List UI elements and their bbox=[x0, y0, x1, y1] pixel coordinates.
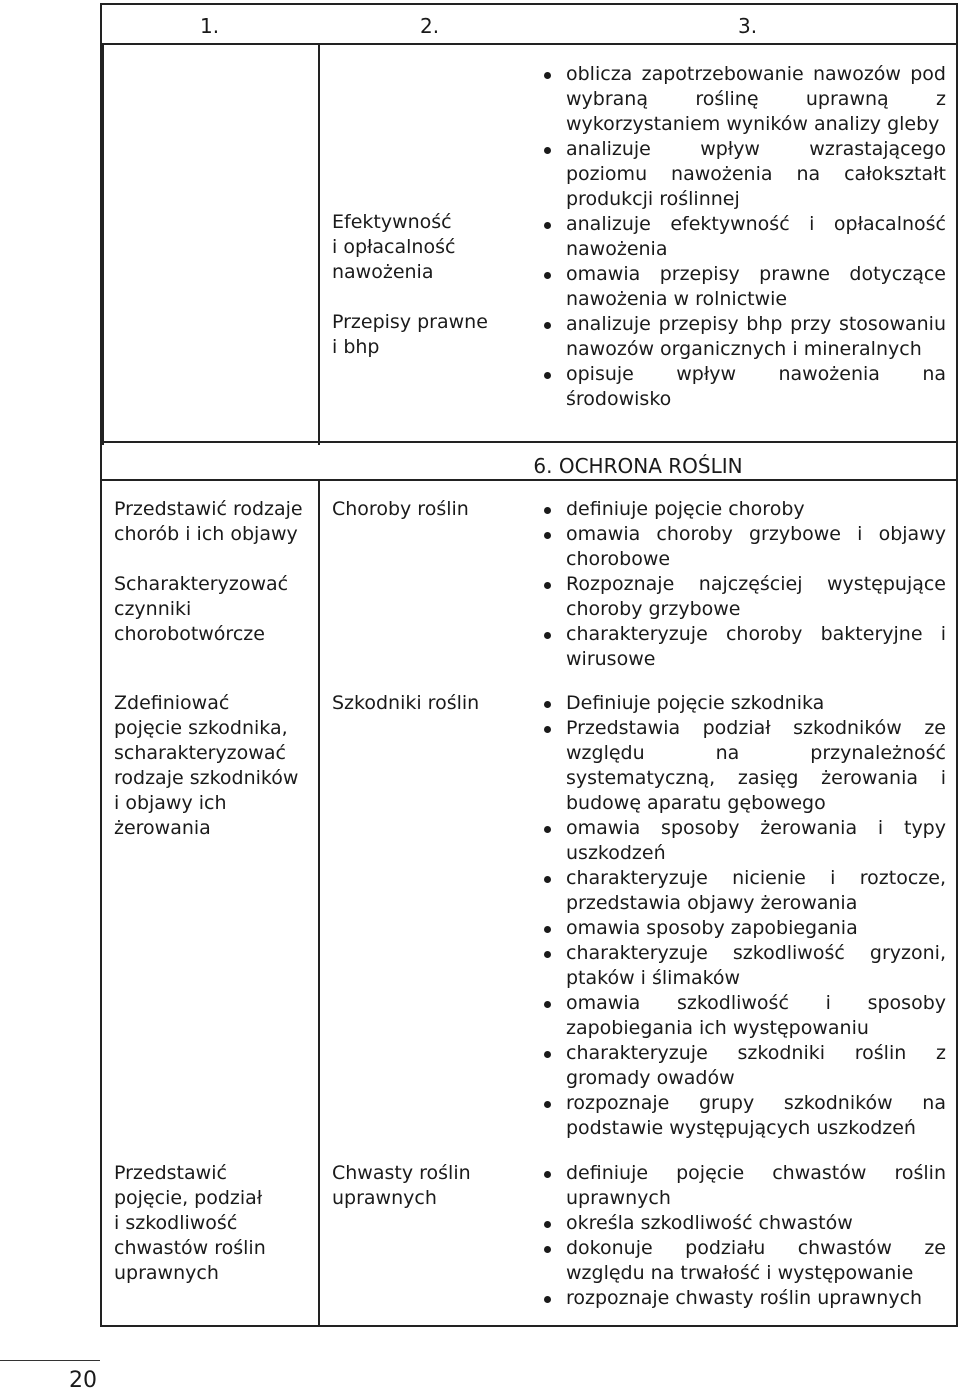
text-line: rodzaje szkodników bbox=[114, 767, 299, 789]
page-number: 20 bbox=[69, 1368, 97, 1393]
list-item: rozpoznaje chwasty roślin uprawnych bbox=[536, 1286, 946, 1311]
list-item: Definiuje pojęcie szkodnika bbox=[536, 691, 946, 716]
top-row-topic-cell bbox=[332, 210, 532, 360]
text-line: chwastów roślin bbox=[114, 1237, 266, 1259]
list-item: Przedstawia podział szkodników ze względu na przynależność systematyczną, zasięg żerowania i budowę aparatu gębowego bbox=[536, 716, 946, 816]
text-line: nawożenia bbox=[332, 261, 434, 283]
text-line: Szkodniki roślin bbox=[332, 692, 480, 714]
list-item: charakteryzuje szkodliwość gryzoni, ptaków i ślimaków bbox=[536, 941, 946, 991]
table-header-row bbox=[102, 5, 956, 45]
list-item: definiuje pojęcie choroby bbox=[536, 497, 946, 522]
row-2-topic-cell bbox=[332, 691, 532, 716]
header-col-2: 2. bbox=[420, 14, 440, 38]
list-item: Rozpoznaje najczęściej występujące choroby grzybowe bbox=[536, 572, 946, 622]
list-item: omawia sposoby zapobiegania bbox=[536, 916, 946, 941]
text-line: i bhp bbox=[332, 336, 380, 358]
text-line: chorób i ich objawy bbox=[114, 523, 298, 545]
list-item: opisuje wpływ nawożenia na środowisko bbox=[536, 362, 946, 412]
list-item: analizuje przepisy bhp przy stosowaniu nawozów organicznych i mineralnych bbox=[536, 312, 946, 362]
row-divider-top-right bbox=[318, 441, 956, 443]
text-line: pojęcie, podział bbox=[114, 1187, 263, 1209]
row-2-outcomes-cell bbox=[536, 691, 946, 1141]
text-line: Zdefiniować bbox=[114, 692, 230, 714]
text-line: Efektywność bbox=[332, 211, 452, 233]
list-item: definiuje pojęcie chwastów roślin uprawnych bbox=[536, 1161, 946, 1211]
row-1-objectives-cell bbox=[114, 497, 310, 647]
list-item: charakteryzuje choroby bakteryjne i wirusowe bbox=[536, 622, 946, 672]
text-line: Przedstawić bbox=[114, 1162, 227, 1184]
row-divider-top-left bbox=[102, 441, 318, 443]
list-item: charakteryzuje nicienie i roztocze, przedstawia objawy żerowania bbox=[536, 866, 946, 916]
list-item: charakteryzuje szkodniki roślin z gromady owadów bbox=[536, 1041, 946, 1091]
row-3-objectives-cell bbox=[114, 1161, 310, 1286]
text-line: Przedstawić rodzaje bbox=[114, 498, 303, 520]
text-line: uprawnych bbox=[332, 1187, 437, 1209]
list-item: rozpoznaje grupy szkodników na podstawie występujących uszkodzeń bbox=[536, 1091, 946, 1141]
text-line: i opłacalność bbox=[332, 236, 456, 258]
row-1-outcomes-cell bbox=[536, 497, 946, 672]
list-item: określa szkodliwość chwastów bbox=[536, 1211, 946, 1236]
list-item: dokonuje podziału chwastów ze względu na trwałość i występowanie bbox=[536, 1236, 946, 1286]
header-col-1: 1. bbox=[200, 14, 220, 38]
row-1-topic-cell bbox=[332, 497, 532, 522]
list-item: omawia choroby grzybowe i objawy chorobowe bbox=[536, 522, 946, 572]
top-row-outcomes-list bbox=[536, 62, 946, 412]
text-line: Przepisy prawne bbox=[332, 311, 488, 333]
text-line: czynniki bbox=[114, 598, 192, 620]
list-item: omawia przepisy prawne dotyczące nawożenia w rolnictwie bbox=[536, 262, 946, 312]
spacer bbox=[114, 547, 310, 572]
top-row-outcomes-cell bbox=[536, 62, 946, 412]
text-line: uprawnych bbox=[114, 1262, 219, 1284]
section-title: 6. OCHRONA ROŚLIN bbox=[533, 454, 743, 478]
text-line: pojęcie szkodnika, bbox=[114, 717, 288, 739]
column-divider-top-1 bbox=[318, 45, 320, 445]
text-line: i szkodliwość bbox=[114, 1212, 238, 1234]
list-item: omawia szkodliwość i sposoby zapobiegania ich występowaniu bbox=[536, 991, 946, 1041]
text-line: Choroby roślin bbox=[332, 498, 469, 520]
row-3-outcomes-list bbox=[536, 1161, 946, 1311]
row-2-outcomes-list bbox=[536, 691, 946, 1141]
row-3-topic-cell bbox=[332, 1161, 532, 1211]
list-item: omawia sposoby żerowania i typy uszkodzeń bbox=[536, 816, 946, 866]
page-footer-rule bbox=[0, 1360, 100, 1361]
header-col-3: 3. bbox=[738, 14, 758, 38]
list-item: analizuje efektywność i opłacalność nawożenia bbox=[536, 212, 946, 262]
row-2-objectives-cell bbox=[114, 691, 310, 841]
text-line: i objawy ich bbox=[114, 792, 227, 814]
row-3-outcomes-cell bbox=[536, 1161, 946, 1311]
text-line: Scharakteryzować bbox=[114, 573, 289, 595]
section-title-divider bbox=[102, 479, 956, 481]
list-item: oblicza zapotrzebowanie nawozów pod wybraną roślinę uprawną z wykorzystaniem wyników analizy gleby bbox=[536, 62, 946, 137]
text-line: scharakteryzować bbox=[114, 742, 286, 764]
column-divider-left bbox=[102, 45, 104, 445]
curriculum-table bbox=[100, 3, 958, 1327]
text-line: chorobotwórcze bbox=[114, 623, 265, 645]
spacer bbox=[332, 285, 532, 310]
text-line: Chwasty roślin bbox=[332, 1162, 471, 1184]
column-divider-bottom-1 bbox=[318, 479, 320, 1325]
text-line: żerowania bbox=[114, 817, 211, 839]
row-1-outcomes-list bbox=[536, 497, 946, 672]
list-item: analizuje wpływ wzrastającego poziomu nawożenia na całokształt produkcji roślinnej bbox=[536, 137, 946, 212]
